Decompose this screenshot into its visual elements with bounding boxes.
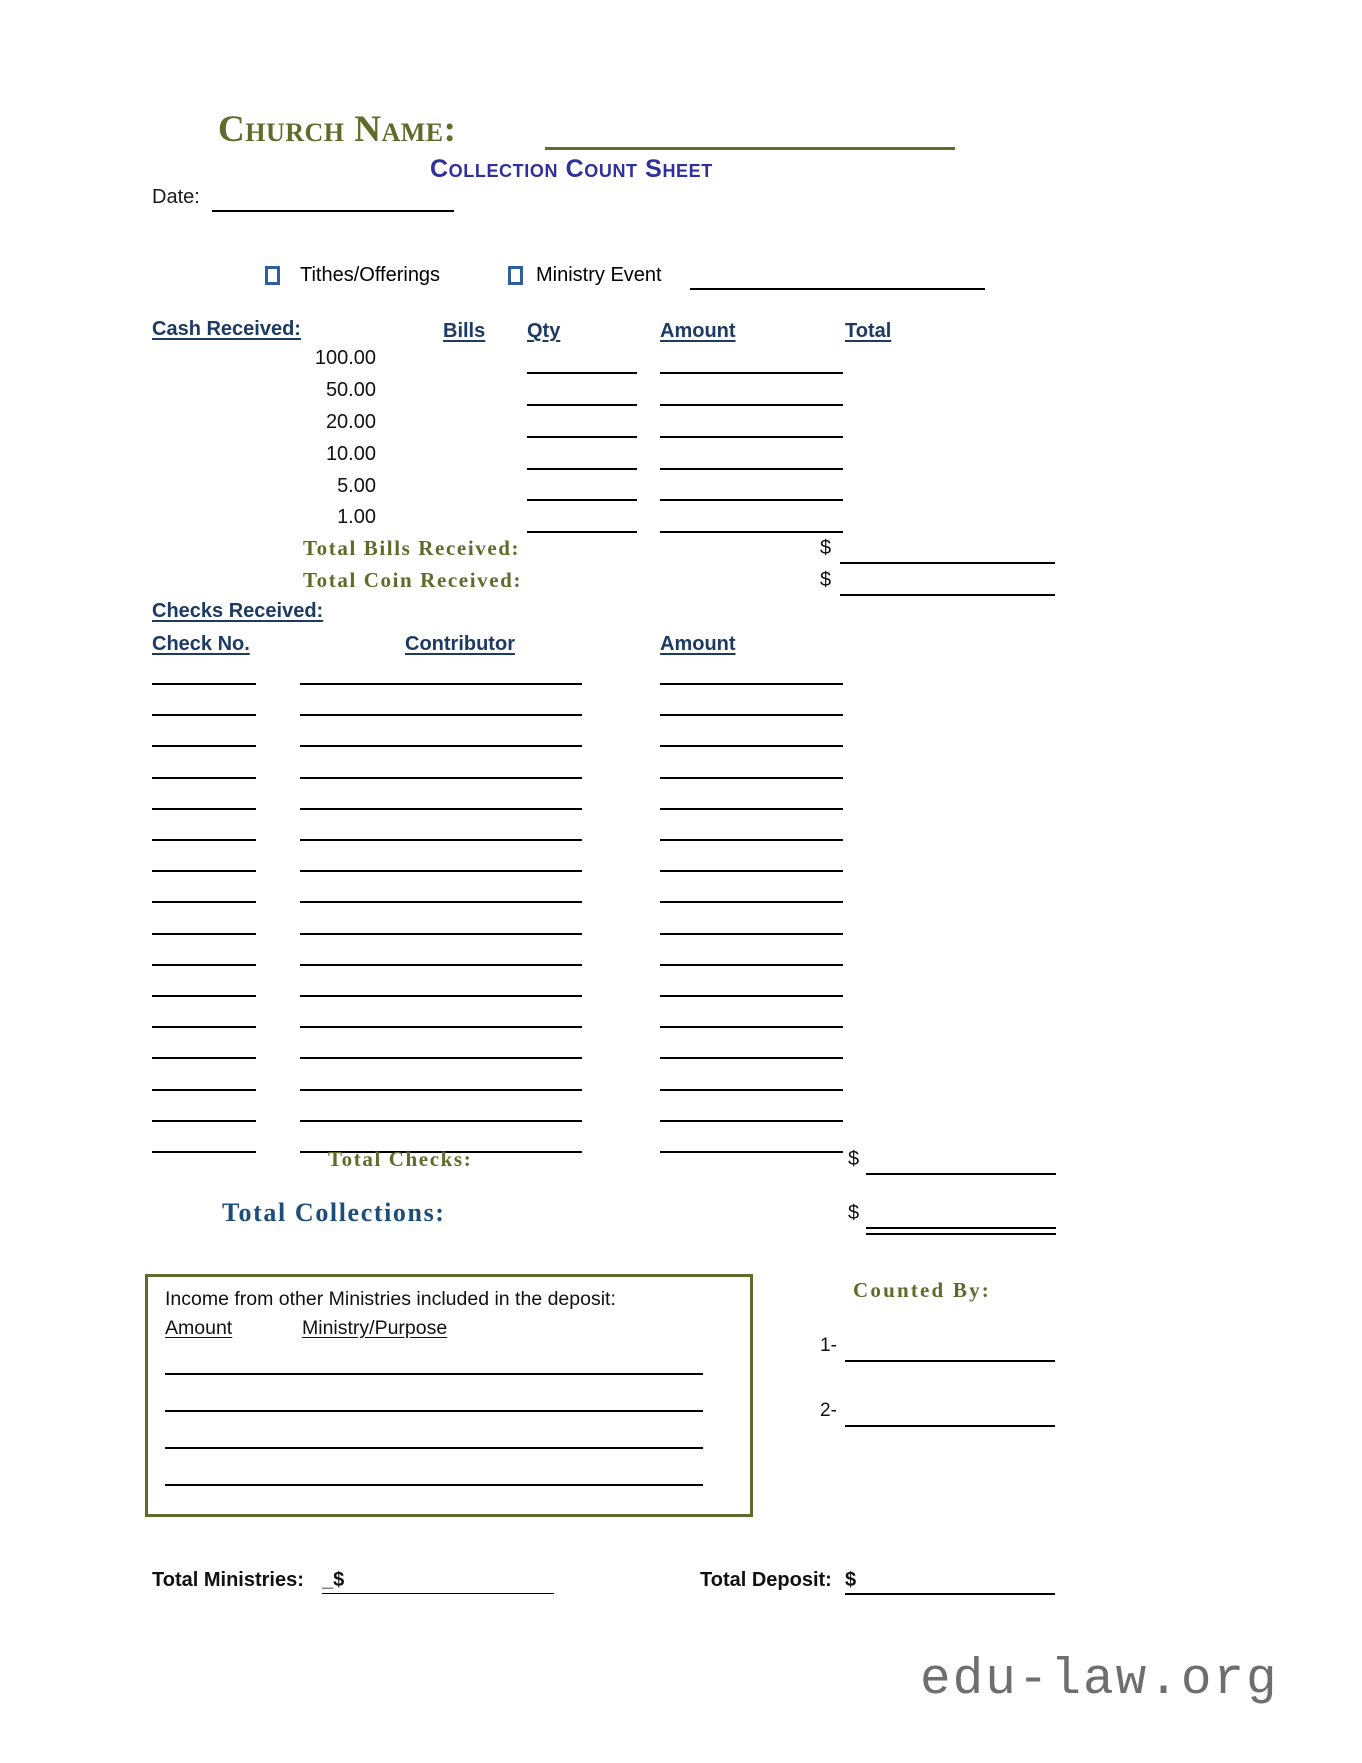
- check-amount-input-line[interactable]: [660, 1057, 843, 1059]
- total-deposit-input-line[interactable]: [845, 1593, 1055, 1595]
- check-no-input-line[interactable]: [152, 1151, 256, 1153]
- check-no-input-line[interactable]: [152, 870, 256, 872]
- check-no-input-line[interactable]: [152, 714, 256, 716]
- check-no-input-line[interactable]: [152, 1026, 256, 1028]
- column-header-qty: Qty: [527, 320, 561, 342]
- check-amount-input-line[interactable]: [660, 1026, 843, 1028]
- total-collections-input-line[interactable]: [866, 1227, 1056, 1235]
- total-checks-currency-symbol: $: [848, 1148, 860, 1170]
- check-amount-input-line[interactable]: [660, 1120, 843, 1122]
- column-header-contributor: Contributor: [405, 633, 515, 655]
- ministry-entry-line[interactable]: [165, 1484, 703, 1486]
- denomination-label: 100.00: [314, 347, 376, 369]
- check-amount-input-line[interactable]: [660, 777, 843, 779]
- column-header-ministry-purpose: Ministry/Purpose: [302, 1317, 448, 1339]
- church-name-label: Church Name:: [218, 109, 457, 150]
- column-header-amount: Amount: [660, 320, 736, 342]
- check-amount-input-line[interactable]: [660, 745, 843, 747]
- date-input-line[interactable]: [212, 210, 454, 212]
- check-amount-input-line[interactable]: [660, 839, 843, 841]
- denomination-label: 1.00: [337, 506, 376, 528]
- denomination-label: 50.00: [325, 379, 376, 401]
- total-coin-received-label: Total Coin Received:: [303, 568, 523, 592]
- check-no-input-line[interactable]: [152, 933, 256, 935]
- column-header-check-amount: Amount: [660, 633, 736, 655]
- total-ministries-label: Total Ministries:: [152, 1569, 304, 1591]
- qty-input-line[interactable]: [527, 372, 637, 374]
- total-collections-currency-symbol: $: [848, 1202, 860, 1224]
- page-title: Collection Count Sheet: [430, 155, 713, 183]
- qty-input-line[interactable]: [527, 468, 637, 470]
- ministry-entry-line[interactable]: [165, 1373, 703, 1375]
- column-header-check-no: Check No.: [152, 633, 250, 655]
- counted-by-label: Counted By:: [853, 1278, 991, 1302]
- total-deposit-label: Total Deposit:: [700, 1569, 832, 1591]
- counter-2-number: 2-: [820, 1400, 837, 1421]
- ministry-entry-line[interactable]: [165, 1447, 703, 1449]
- contributor-input-line[interactable]: [300, 1057, 582, 1059]
- ministry-entry-line[interactable]: [165, 1410, 703, 1412]
- contributor-input-line[interactable]: [300, 808, 582, 810]
- total-bills-received-label: Total Bills Received:: [303, 536, 521, 560]
- check-amount-input-line[interactable]: [660, 933, 843, 935]
- contributor-input-line[interactable]: [300, 933, 582, 935]
- counter-2-input-line[interactable]: [845, 1425, 1055, 1427]
- checkbox-tithes-offerings-label: Tithes/Offerings: [300, 264, 441, 286]
- check-no-input-line[interactable]: [152, 1089, 256, 1091]
- contributor-input-line[interactable]: [300, 839, 582, 841]
- check-no-input-line[interactable]: [152, 995, 256, 997]
- total-coin-currency-symbol: $: [820, 569, 832, 591]
- check-amount-input-line[interactable]: [660, 901, 843, 903]
- contributor-input-line[interactable]: [300, 995, 582, 997]
- total-bills-input-line[interactable]: [840, 562, 1055, 564]
- contributor-input-line[interactable]: [300, 1120, 582, 1122]
- date-label: Date:: [152, 186, 200, 208]
- check-no-input-line[interactable]: [152, 745, 256, 747]
- amount-input-line[interactable]: [660, 372, 843, 374]
- check-no-input-line[interactable]: [152, 1120, 256, 1122]
- check-amount-input-line[interactable]: [660, 1151, 843, 1153]
- total-checks-label: Total Checks:: [328, 1147, 473, 1171]
- amount-input-line[interactable]: [660, 499, 843, 501]
- column-header-bills: Bills: [443, 320, 486, 342]
- total-ministries-currency-symbol: _$: [322, 1569, 345, 1591]
- site-watermark: edu-law.org: [920, 1652, 1279, 1709]
- qty-input-line[interactable]: [527, 499, 637, 501]
- checkbox-ministry-event-label: Ministry Event: [536, 264, 662, 286]
- contributor-input-line[interactable]: [300, 683, 582, 685]
- amount-input-line[interactable]: [660, 531, 843, 533]
- cash-received-heading: Cash Received:: [152, 318, 301, 340]
- check-amount-input-line[interactable]: [660, 683, 843, 685]
- contributor-input-line[interactable]: [300, 745, 582, 747]
- denomination-label: 10.00: [325, 443, 376, 465]
- check-no-input-line[interactable]: [152, 839, 256, 841]
- contributor-input-line[interactable]: [300, 1026, 582, 1028]
- denomination-label: 5.00: [337, 475, 376, 497]
- total-checks-input-line[interactable]: [866, 1173, 1056, 1175]
- check-no-input-line[interactable]: [152, 1057, 256, 1059]
- check-no-input-line[interactable]: [152, 777, 256, 779]
- ministry-event-input-line[interactable]: [690, 288, 985, 290]
- total-collections-label: Total Collections:: [222, 1198, 446, 1227]
- qty-input-line[interactable]: [527, 531, 637, 533]
- check-amount-input-line[interactable]: [660, 964, 843, 966]
- amount-input-line[interactable]: [660, 404, 843, 406]
- amount-input-line[interactable]: [660, 468, 843, 470]
- check-no-input-line[interactable]: [152, 683, 256, 685]
- column-header-ministry-amount: Amount: [165, 1317, 233, 1339]
- checks-received-heading: Checks Received:: [152, 600, 324, 622]
- total-coin-input-line[interactable]: [840, 594, 1055, 596]
- total-bills-currency-symbol: $: [820, 537, 832, 559]
- qty-input-line[interactable]: [527, 436, 637, 438]
- check-no-input-line[interactable]: [152, 901, 256, 903]
- church-name-fill-line[interactable]: [545, 147, 955, 150]
- contributor-input-line[interactable]: [300, 777, 582, 779]
- check-no-input-line[interactable]: [152, 808, 256, 810]
- check-amount-input-line[interactable]: [660, 808, 843, 810]
- total-deposit-currency-symbol: $: [845, 1569, 857, 1591]
- other-ministries-prompt: Income from other Ministries included in the deposit:: [165, 1288, 616, 1310]
- contributor-input-line[interactable]: [300, 1089, 582, 1091]
- column-header-total: Total: [845, 320, 892, 342]
- counter-1-input-line[interactable]: [845, 1360, 1055, 1362]
- check-no-input-line[interactable]: [152, 964, 256, 966]
- contributor-input-line[interactable]: [300, 714, 582, 716]
- checkbox-tithes-offerings[interactable]: [265, 266, 280, 285]
- contributor-input-line[interactable]: [300, 870, 582, 872]
- counter-1-number: 1-: [820, 1335, 837, 1356]
- qty-input-line[interactable]: [527, 404, 637, 406]
- checkbox-ministry-event[interactable]: [508, 266, 523, 285]
- amount-input-line[interactable]: [660, 436, 843, 438]
- denomination-label: 20.00: [325, 411, 376, 433]
- total-ministries-input-line[interactable]: [322, 1593, 554, 1594]
- contributor-input-line[interactable]: [300, 901, 582, 903]
- check-amount-input-line[interactable]: [660, 995, 843, 997]
- check-amount-input-line[interactable]: [660, 870, 843, 872]
- contributor-input-line[interactable]: [300, 964, 582, 966]
- check-amount-input-line[interactable]: [660, 1089, 843, 1091]
- check-amount-input-line[interactable]: [660, 714, 843, 716]
